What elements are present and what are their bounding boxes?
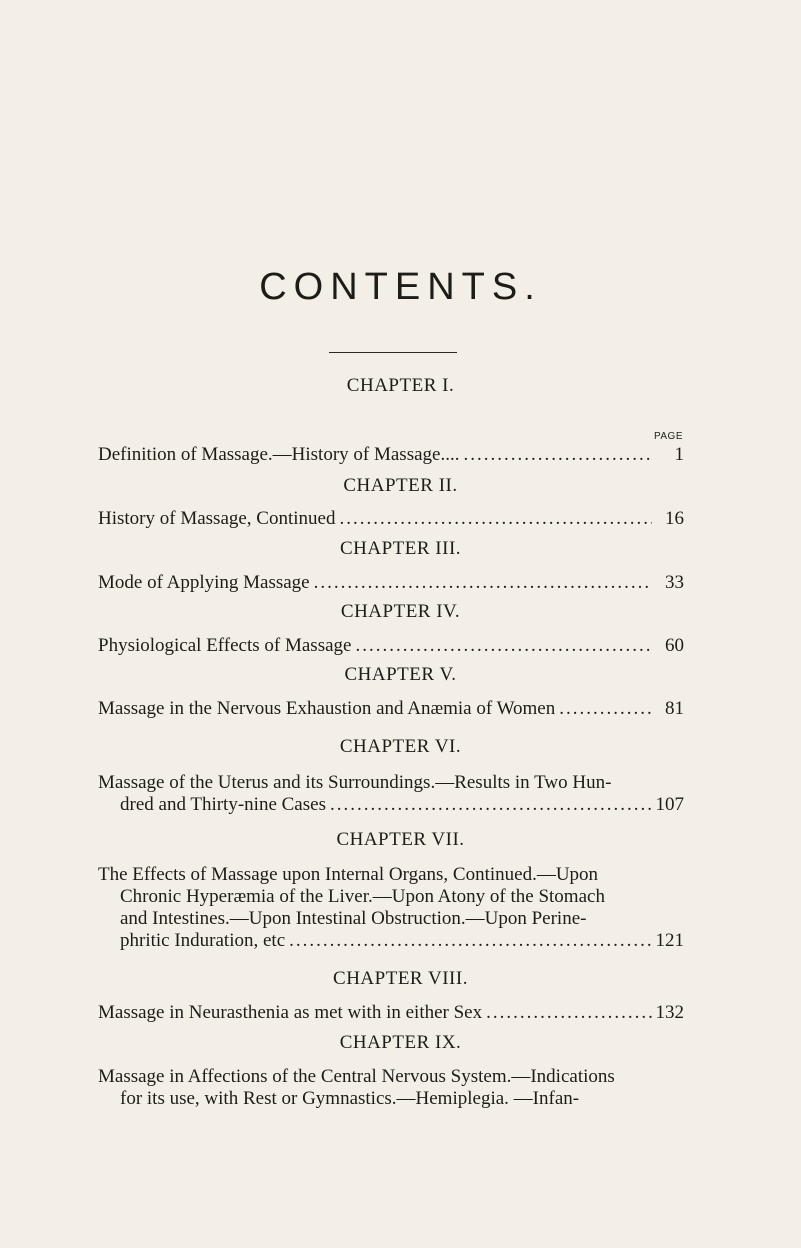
entry-text: Massage of the Uterus and its Surroundings.—Results in Two Hun- — [98, 772, 612, 793]
page-number: 107 — [655, 794, 684, 815]
entry-text: Massage in the Nervous Exhaustion and Anæmia of Women — [98, 698, 556, 719]
page-number: 1 — [674, 444, 684, 465]
page-number: 132 — [655, 1002, 684, 1023]
toc-entry[interactable] — [98, 572, 684, 594]
leader-dots — [559, 698, 652, 720]
leader-dots — [355, 635, 652, 657]
entry-text: History of Massage, Continued — [98, 508, 336, 529]
toc-entry[interactable] — [98, 1002, 684, 1024]
toc-entry[interactable] — [98, 864, 684, 952]
toc-entry[interactable] — [98, 698, 684, 720]
leader-dots — [289, 930, 651, 952]
entry-text: The Effects of Massage upon Internal Organs, Continued.—Upon — [98, 864, 599, 885]
toc-entry[interactable] — [98, 635, 684, 657]
leader-dots — [463, 444, 652, 466]
leader-dots — [339, 508, 652, 530]
entry-text: for its use, with Rest or Gymnastics.—Hemiplegia. —Infan- — [120, 1088, 580, 1109]
page-number: 33 — [665, 572, 684, 593]
entry-text: Definition of Massage.—History of Massage.... — [98, 444, 460, 465]
entry-text: Physiological Effects of Massage — [98, 635, 352, 656]
toc-entry[interactable] — [98, 1066, 684, 1110]
leader-dots — [314, 572, 652, 594]
page-column-label: PAGE — [653, 431, 683, 442]
page-number: 60 — [665, 635, 684, 656]
toc-entry[interactable] — [98, 772, 684, 816]
entry-text: and Intestines.—Upon Intestinal Obstruction.—Upon Perine- — [120, 908, 587, 929]
chapter-heading: CHAPTER VII. — [336, 829, 465, 850]
chapter-heading: CHAPTER VIII. — [333, 968, 468, 989]
toc-entry[interactable] — [98, 508, 684, 530]
toc-entry[interactable] — [98, 444, 684, 466]
chapter-heading: CHAPTER VI. — [339, 736, 462, 757]
entry-text: Massage in Neurasthenia as met with in either Sex — [98, 1002, 483, 1023]
chapter-heading: CHAPTER I. — [346, 375, 455, 396]
page-number: 16 — [665, 508, 684, 529]
leader-dots — [486, 1002, 651, 1024]
chapter-heading: CHAPTER III. — [339, 538, 462, 559]
chapter-heading: CHAPTER V. — [344, 664, 457, 685]
entry-text: Chronic Hyperæmia of the Liver.—Upon Atony of the Stomach — [120, 886, 605, 907]
entry-text: dred and Thirty-nine Cases — [120, 794, 326, 815]
entry-text: Massage in Affections of the Central Nervous System.—Indications — [98, 1066, 615, 1087]
leader-dots — [330, 794, 652, 816]
chapter-heading: CHAPTER II. — [343, 475, 458, 496]
chapter-heading: CHAPTER IV. — [340, 601, 461, 622]
entry-text: phritic Induration, etc — [120, 930, 286, 951]
entry-text: Mode of Applying Massage — [98, 572, 310, 593]
page-number: 81 — [665, 698, 684, 719]
page-number: 121 — [655, 930, 684, 951]
chapter-heading: CHAPTER IX. — [339, 1032, 462, 1053]
title-rule — [329, 352, 457, 353]
page-title: CONTENTS. — [259, 266, 542, 308]
